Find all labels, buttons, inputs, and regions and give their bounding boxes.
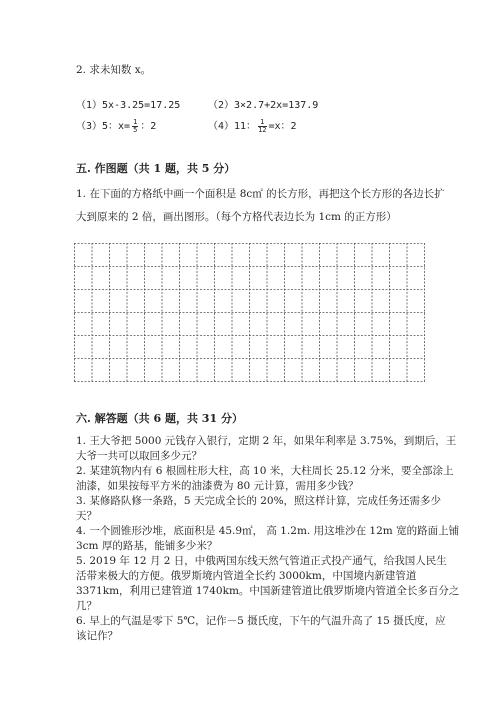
fraction-numerator: 1 xyxy=(258,119,266,127)
problem-line: 6. 早上的气温是零下 5℃，记作－5 摄氏度，下午的气温升高了 15 摄氏度，应 xyxy=(76,615,446,627)
grid-svg xyxy=(74,243,425,382)
problem-list xyxy=(76,434,459,644)
fraction-1-12 xyxy=(258,119,266,134)
problem-line: 2. 某建筑物内有 6 根圆柱形大柱，高 10 米，大柱周长 25.12 分米，要全部涂上 xyxy=(76,465,454,477)
section-6-heading: 六. 解答题（共 6 题，共 31 分） xyxy=(76,412,243,425)
problem-line: 天？ xyxy=(76,510,97,522)
equation-4 xyxy=(208,117,297,134)
equation-3-prefix: （3）5：x= xyxy=(76,121,131,132)
question-2-title: 2. 求未知数 x。 xyxy=(76,64,152,76)
problem-line: 该记作？ xyxy=(76,630,118,642)
equation-4-prefix: （4）11： xyxy=(208,121,257,132)
fraction-denominator: 12 xyxy=(258,125,267,134)
equation-2: （2）3×2.7+2x=137.9 xyxy=(208,100,319,111)
graph-paper-grid[interactable] xyxy=(74,243,425,382)
fraction-numerator: 1 xyxy=(133,117,138,126)
drawing-question-line-1: 1. 在下面的方格纸中画一个面积是 8c㎡ 的长方形，再把这个长方形的各边长扩 xyxy=(76,188,445,200)
problem-line: 3371km，利用已建管道 1740km。中国新建管道比俄罗斯境内管道全长多百分之 xyxy=(76,585,460,597)
problem-line: 5. 2019 年 12 月 2 日，中俄两国东线天然气管道正式投产通气，给我国人民生 xyxy=(76,555,447,567)
fraction-1-5 xyxy=(132,119,138,134)
problem-line: 1. 王大爷把 5000 元钱存入银行，定期 2 年，如果年利率是 3.75%，到期后，王 xyxy=(76,435,457,447)
problem-line: 活带来极大的方便。俄罗斯境内管道全长约 3000km，中国境内新建管道 xyxy=(76,570,417,582)
problem-line: 大爷一共可以取回多少元？ xyxy=(76,450,202,462)
drawing-question-line-2: 大到原来的 2 倍，画出图形。（每个方格代表边长为 1cm 的正方形） xyxy=(76,211,397,223)
problem-line: 油漆，如果按每平方米的油漆费为 80 元计算，需用多少钱？ xyxy=(76,480,359,492)
problem-line: 3cm 厚的路基，能铺多少米？ xyxy=(76,540,218,552)
fraction-denominator: 5 xyxy=(133,125,138,134)
equation-4-suffix: =x：2 xyxy=(268,121,297,132)
equation-3 xyxy=(76,117,156,134)
problem-line: 3. 某修路队修一条路，5 天完成全长的 20%，照这样计算，完成任务还需多少 xyxy=(76,495,442,507)
equation-1: （1）5x-3.25=17.25 xyxy=(76,100,181,111)
section-5-heading: 五. 作图题（共 1 题，共 5 分） xyxy=(76,162,236,175)
problem-line: 几？ xyxy=(76,600,97,612)
equation-3-suffix: ：2 xyxy=(140,121,157,132)
problem-line: 4. 一个圆锥形沙堆，底面积是 45.9㎡， 高 1.2m. 用这堆沙在 12m 宽的路面上铺 xyxy=(76,525,460,537)
